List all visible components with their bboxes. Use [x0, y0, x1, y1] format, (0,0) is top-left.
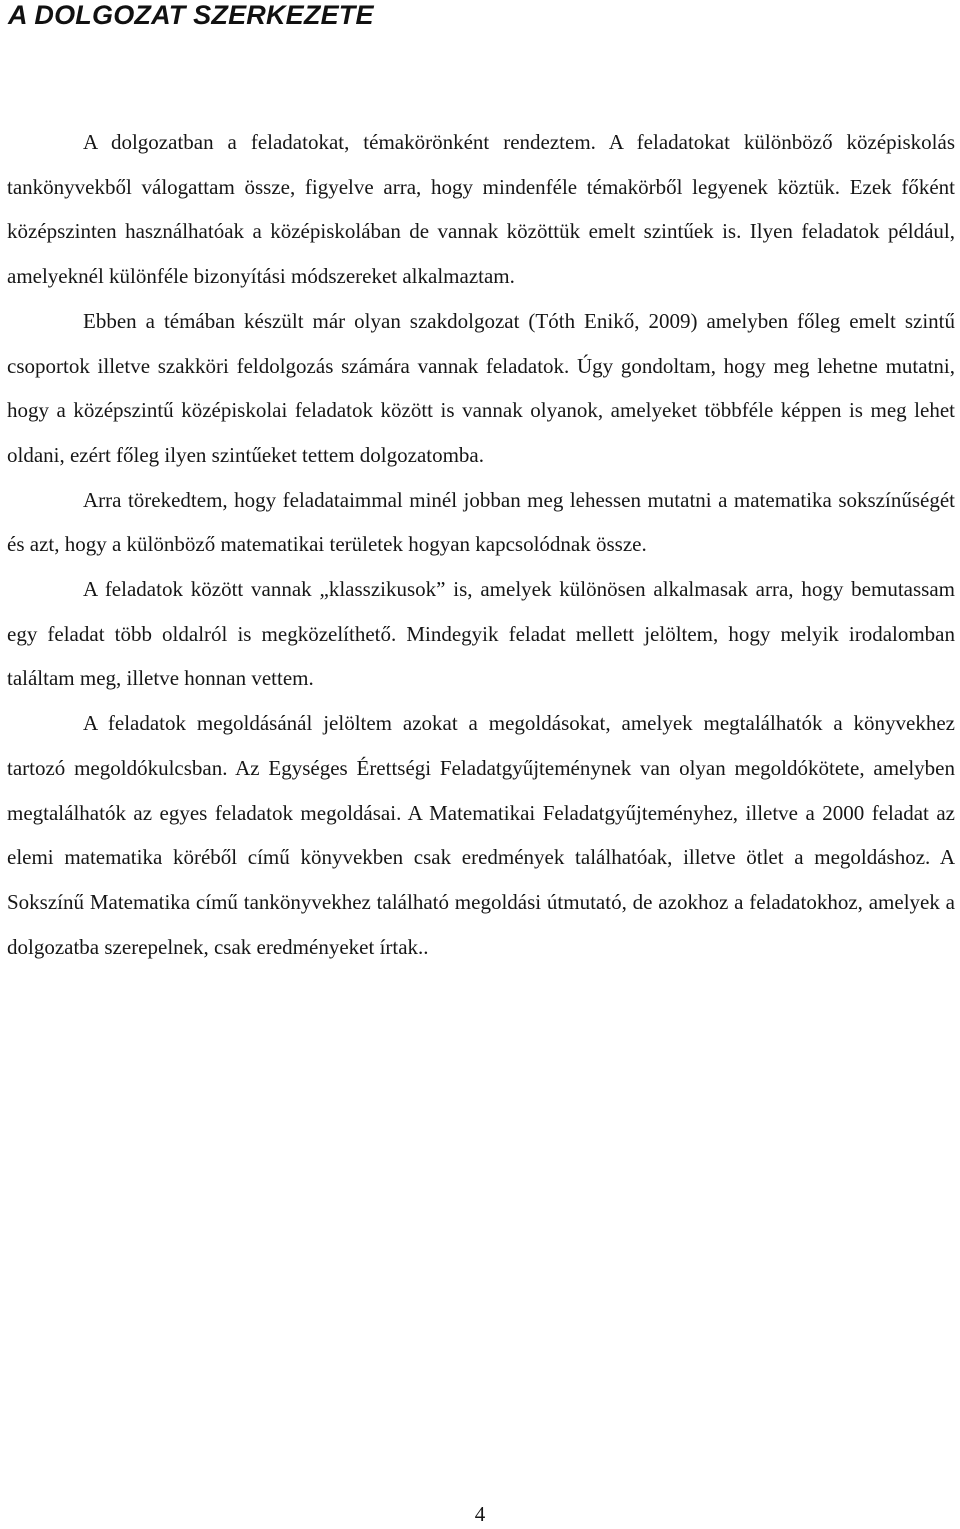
paragraph: A dolgozatban a feladatokat, témakörönként rendeztem. A feladatokat különböző középiskolás tankönyvekből válogattam össze, figyelve arra, hogy mindenféle témakörből legyenek köztük. Ezek főként középszinten használhatóak a középiskolában de vannak közöttük emelt szintűek is. Ilyen feladatok például, amelyeknél különféle bizonyítási módszereket alkalmaztam.	[7, 130, 955, 289]
page-title: A DOLGOZAT SZERKEZETE	[8, 0, 374, 30]
body-text	[7, 120, 955, 969]
paragraph: Ebben a témában készült már olyan szakdolgozat (Tóth Enikő, 2009) amelyben főleg emelt szintű csoportok illetve szakköri feldolgozás számára vannak feladatok. Úgy gondoltam, hogy meg lehetne mutatni, hogy a középszintű középiskolai feladatok között is vannak olyanok, amelyeket többféle képpen is meg lehet oldani, ezért főleg ilyen szintűeket tettem dolgozatomba.	[7, 308, 955, 467]
paragraph: A feladatok között vannak „klasszikusok” is, amelyek különösen alkalmasak arra, hogy bemutassam egy feladat több oldalról is megközelíthető. Mindegyik feladat mellett jelöltem, hogy melyik irodalomban találtam meg, illetve honnan vettem.	[7, 577, 955, 691]
paragraph: Arra törekedtem, hogy feladataimmal minél jobban meg lehessen mutatni a matematika sokszínűségét és azt, hogy a különböző matematikai területek hogyan kapcsolódnak össze.	[7, 487, 955, 557]
paragraph: A feladatok megoldásánál jelöltem azokat a megoldásokat, amelyek megtalálhatók a könyvekhez tartozó megoldókulcsban. Az Egységes Érettségi Feladatgyűjteménynek van olyan megoldókötete, amelyben megtalálhatók az egyes feladatok megoldásai. A Matematikai Feladatgyűjteményhez, illetve a 2000 feladat az elemi matematika köréből című könyvekben csak eredmények találhatóak, illetve ötlet a megoldáshoz. A Sokszínű Matematika című tankönyvekhez található megoldási útmutató, de azokhoz a feladatokhoz, amelyek a dolgozatba szerepelnek, csak eredményeket írtak..	[7, 711, 955, 959]
page-number: 4	[474, 1502, 486, 1526]
